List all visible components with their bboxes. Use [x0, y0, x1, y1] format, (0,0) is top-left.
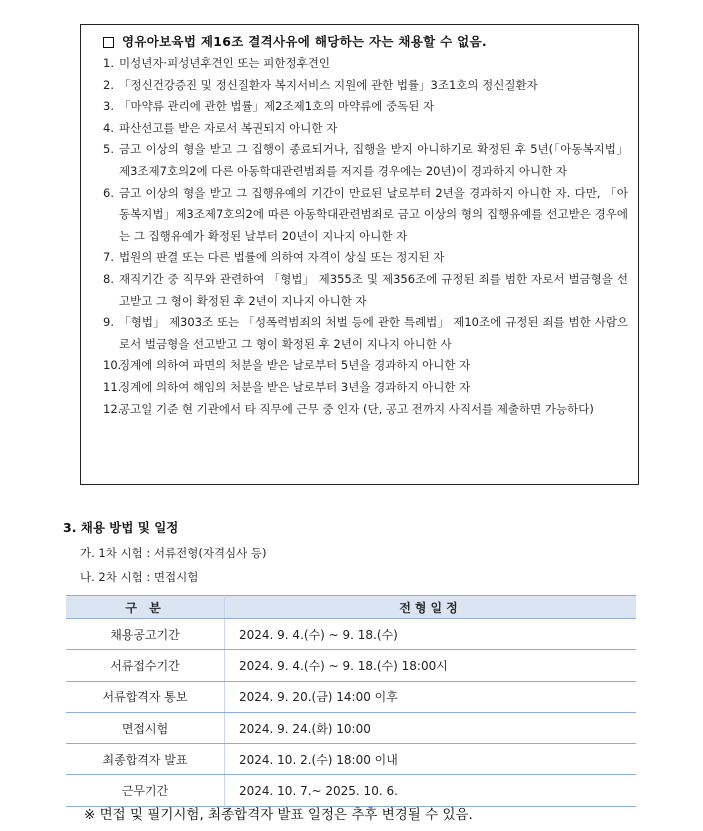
checkbox-icon	[103, 37, 114, 48]
list-item-text: 재직기간 중 직무와 관련하여 「형법」 제355조 및 제356조에 규정된 죄를 범한 자로서 벌금형을 선고받고 그 형이 확정된 후 2년이 지나지 아니한 자	[119, 271, 628, 308]
list-item-text: 파산선고를 받은 자로서 복권되지 아니한 자	[119, 120, 338, 135]
list-item	[103, 183, 628, 248]
list-item-text: 징계에 의하여 해임의 처분을 받은 날로부터 3년을 경과하지 아니한 자	[119, 379, 471, 394]
list-item	[103, 96, 628, 118]
list-item-number: 3.	[103, 99, 114, 114]
table-row	[66, 650, 636, 681]
list-item	[103, 377, 628, 399]
list-item-number: 2.	[103, 77, 114, 92]
schedule-label: 면접시험	[66, 712, 225, 743]
list-item-text: 징계에 의하여 파면의 처분을 받은 날로부터 5년을 경과하지 아니한 자	[119, 358, 471, 373]
disqualification-list	[103, 53, 628, 420]
schedule-table	[66, 595, 636, 807]
table-row	[66, 712, 636, 743]
section-title: 3. 채용 방법 및 일정	[63, 520, 179, 535]
schedule-value: 2024. 10. 2.(수) 18:00 이내	[225, 744, 637, 775]
schedule-header-row	[66, 596, 636, 619]
list-item-number: 4.	[103, 120, 114, 135]
table-row	[66, 775, 636, 806]
list-item-text: 금고 이상의 형을 받고 그 집행유예의 기간이 만료된 날로부터 2년을 경과하지 아니한 자. 다만, 「아동복지법」제3조제7호의2에 따른 아동학대관련범죄로 금고 이상의 형의 집행유예를 선고받은 경우에는 그 집행유예가 확정된 날부터 20년이 지나지 아니한 자	[119, 185, 628, 243]
stage1-text: 가. 1차 시험 : 서류전형(자격심사 등)	[80, 546, 267, 560]
list-item-number: 7.	[103, 250, 114, 265]
list-item-number: 5.	[103, 142, 114, 157]
list-item-text: 「마약류 관리에 관한 법률」제2조제1호의 마약류에 중독된 자	[119, 99, 435, 114]
list-item	[103, 139, 628, 182]
list-item-text: 「정신건강증진 및 정신질환자 복지서비스 지원에 관한 법률」3조1호의 정신질환자	[119, 77, 538, 92]
list-item-number: 8.	[103, 271, 114, 286]
schedule-label: 근무기간	[66, 775, 225, 806]
schedule-label: 최종합격자 발표	[66, 744, 225, 775]
disqualification-title-row	[103, 31, 628, 53]
list-item	[103, 53, 628, 75]
list-item	[103, 269, 628, 312]
table-row	[66, 744, 636, 775]
list-item-number: 10.	[103, 358, 122, 373]
list-item-text: 금고 이상의 형을 받고 그 집행이 종료되거나, 집행을 받지 아니하기로 확정된 후 5년(「아동복지법」 제3조제7호의2에 다른 아동학대관련범죄를 저지를 경우에는 20년)이 경과하지 아니한 자	[119, 142, 628, 178]
disqualification-title: 영유아보육법 제16조 결격사유에 해당하는 자는 채용할 수 없음.	[122, 34, 487, 49]
header-schedule: 전형일정	[225, 596, 637, 619]
schedule-value: 2024. 9. 4.(수) ~ 9. 18.(수) 18:00시	[225, 650, 637, 681]
schedule-value: 2024. 9. 20.(금) 14:00 이후	[225, 681, 637, 712]
schedule-value: 2024. 10. 7.~ 2025. 10. 6.	[225, 775, 637, 806]
schedule-label: 서류접수기간	[66, 650, 225, 681]
list-item	[103, 399, 628, 421]
list-item	[103, 247, 628, 269]
schedule-label: 채용공고기간	[66, 619, 225, 650]
list-item-number: 12.	[103, 401, 122, 416]
table-row	[66, 619, 636, 650]
list-item	[103, 312, 628, 355]
list-item-number: 9.	[103, 315, 114, 330]
disqualification-box	[80, 24, 639, 485]
schedule-value: 2024. 9. 4.(수) ~ 9. 18.(수)	[225, 619, 637, 650]
list-item-number: 11.	[103, 379, 122, 394]
list-item-text: 공고일 기준 현 기관에서 타 직무에 근무 중 인자 (단, 공고 전까지 사직서를 제출하면 가능하다)	[119, 401, 594, 416]
schedule-label: 서류합격자 통보	[66, 681, 225, 712]
table-row	[66, 681, 636, 712]
list-item-text: 법원의 판결 또는 다른 법률에 의하여 자격이 상실 또는 정지된 자	[119, 250, 445, 265]
list-item-number: 6.	[103, 185, 114, 200]
list-item	[103, 355, 628, 377]
list-item-number: 1.	[103, 56, 114, 70]
list-item	[103, 75, 628, 97]
stage2-text: 나. 2차 시험 : 면접시험	[80, 570, 199, 584]
header-category: 구 분	[66, 596, 225, 619]
schedule-value: 2024. 9. 24.(화) 10:00	[225, 712, 637, 743]
schedule-note: ※ 면접 및 필기시험, 최종합격자 발표 일정은 추후 변경될 수 있음.	[84, 807, 473, 823]
list-item-text: 「형법」 제303조 또는 「성폭력범죄의 처벌 등에 관한 특례법」 제10조에 규정된 죄를 범한 사람으로서 벌금형을 선고받고 그 형이 확정된 후 2년이 지나지 아니한 사	[119, 315, 628, 351]
list-item-text: 미성년자·피성년후견인 또는 피한정후견인	[119, 56, 330, 70]
list-item	[103, 118, 628, 140]
